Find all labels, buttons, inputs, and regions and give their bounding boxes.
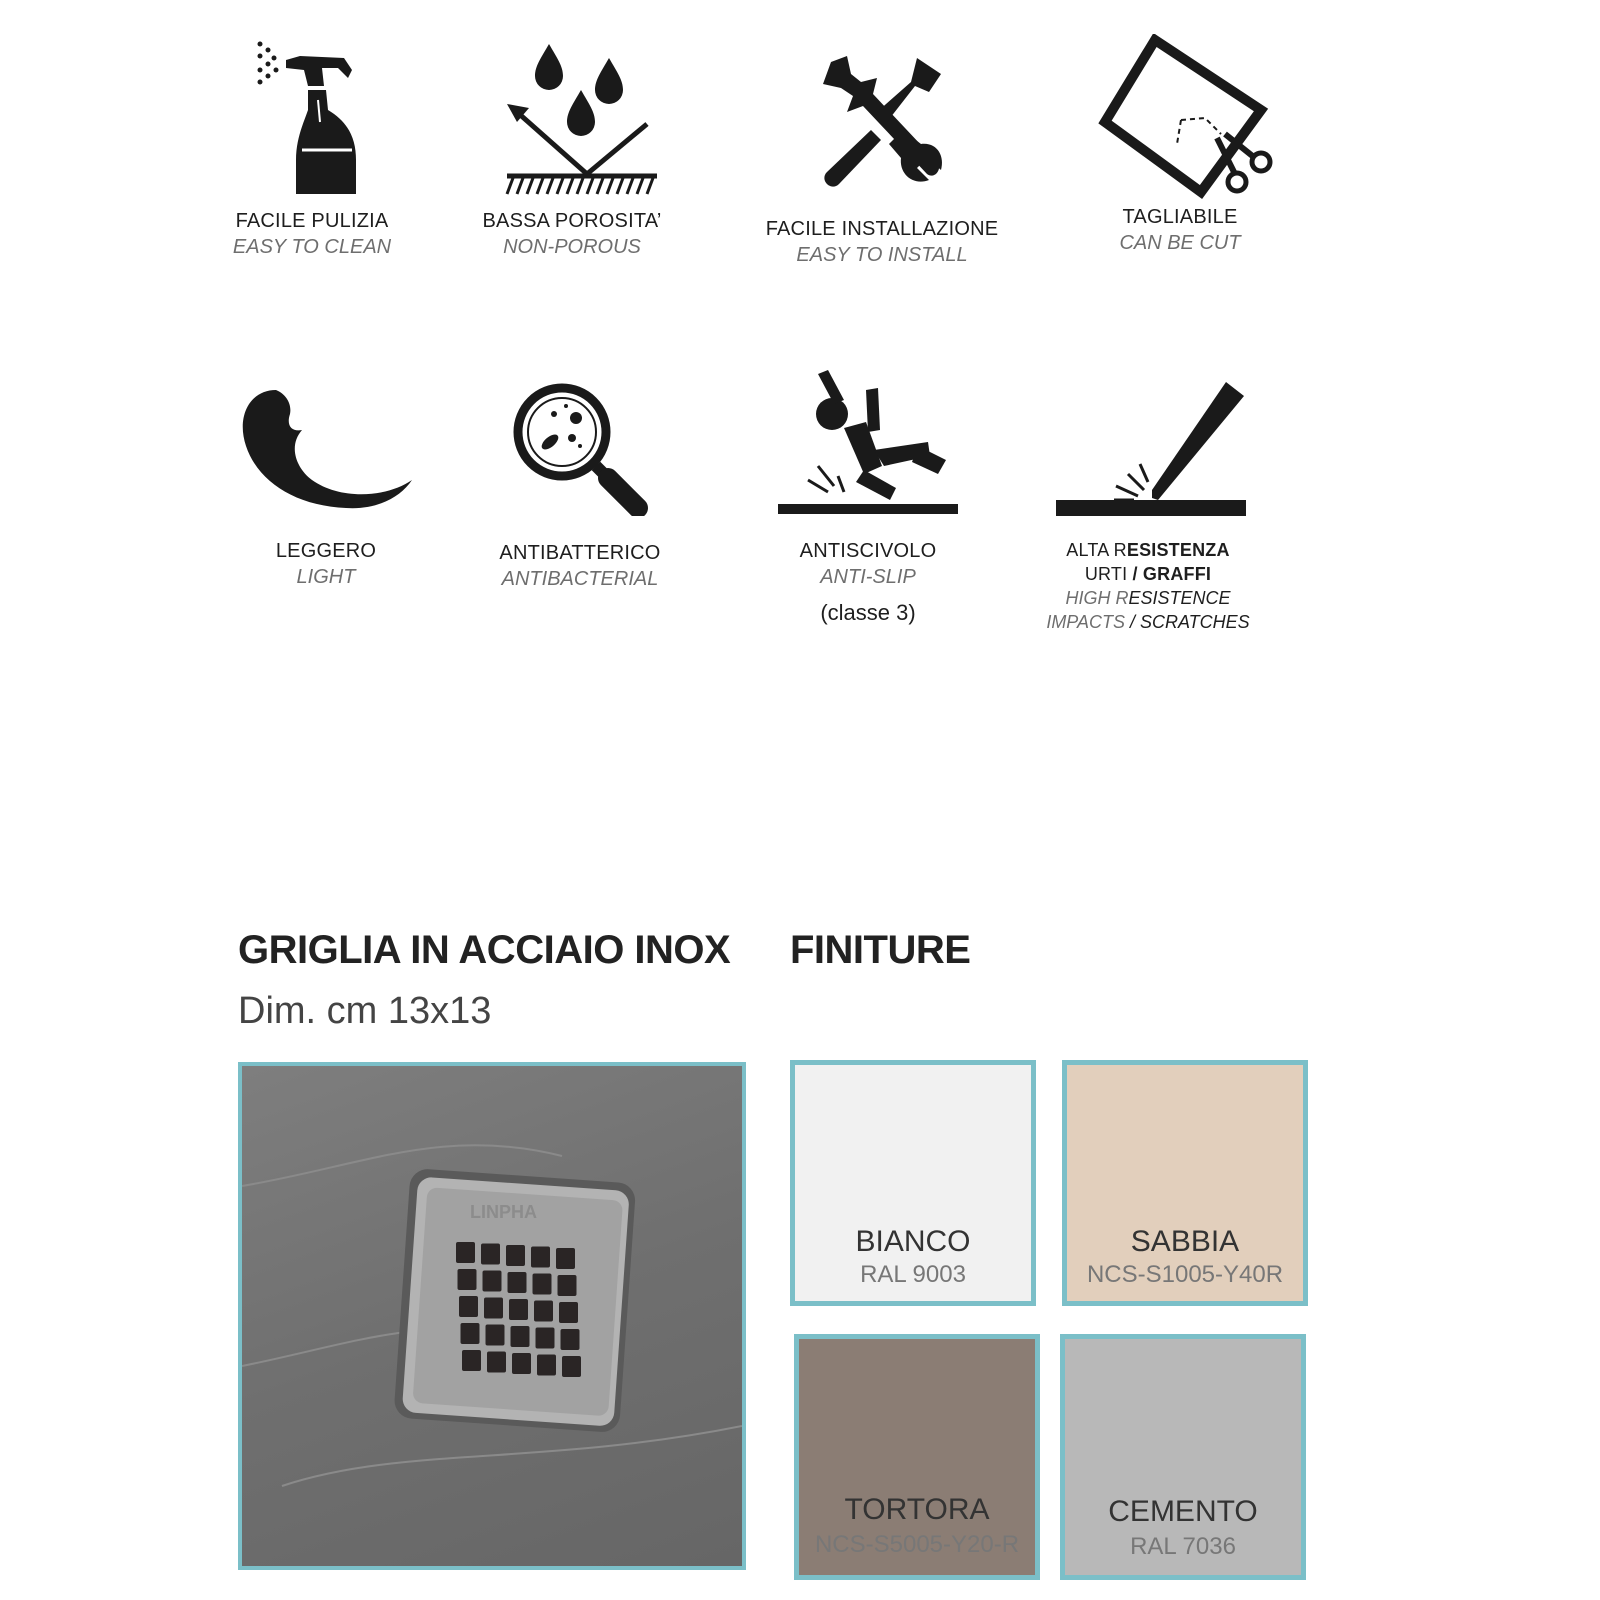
grate-hole: [481, 1244, 500, 1265]
label-class: (classe 3): [820, 600, 916, 625]
swatch-name: SABBIA: [1130, 1225, 1240, 1258]
scissors-cut-icon: [1085, 34, 1275, 204]
swatch-code: NCS-S5005-Y20-R: [814, 1531, 1020, 1558]
scratch-pen-icon: [1048, 382, 1248, 518]
label-en-line1: HIGH RESISTENCE: [1065, 588, 1231, 608]
feature-antibacterial: [460, 376, 700, 592]
swatch-cemento[interactable]: [1060, 1334, 1306, 1580]
water-drops-icon: [487, 38, 657, 198]
swatch-code: NCS-S1005-Y40R: [1086, 1261, 1284, 1288]
grid-dimensions: Dim. cm 13x13: [238, 990, 492, 1032]
drain-photo: [238, 1062, 746, 1570]
label-it: ANTIBATTERICO: [499, 542, 661, 564]
label-en: ANTIBACTERIAL: [501, 568, 659, 590]
feature-easy-install: [762, 52, 1002, 268]
grate-hole: [561, 1329, 580, 1350]
label-en: NON-POROUS: [503, 236, 641, 258]
grate-hole: [558, 1275, 577, 1296]
grate-hole: [534, 1301, 553, 1322]
tools-icon: [817, 52, 947, 192]
grate-hole: [556, 1248, 575, 1269]
grate-hole: [487, 1352, 506, 1373]
label-en-line2: IMPACTS / SCRATCHES: [1046, 612, 1250, 632]
grate-hole: [456, 1242, 475, 1263]
label-it: LEGGERO: [275, 540, 377, 562]
label-it: TAGLIABILE: [1122, 206, 1238, 228]
grate-hole: [559, 1302, 578, 1323]
grate-hole: [509, 1299, 528, 1320]
grate-hole: [536, 1328, 555, 1349]
grate-hole: [458, 1269, 477, 1290]
grate-hole: [484, 1298, 503, 1319]
label-en: EASY TO INSTALL: [796, 244, 968, 266]
swatch-code: RAL 9003: [860, 1261, 966, 1288]
label-en: EASY TO CLEAN: [232, 236, 392, 258]
feature-anti-slip: [748, 370, 988, 626]
feather-icon: [236, 386, 416, 516]
swatch-name: TORTORA: [844, 1493, 990, 1526]
swatch-sabbia[interactable]: [1062, 1060, 1308, 1306]
label-it-line2: URTI / GRAFFI: [1084, 564, 1212, 584]
swatch-code: RAL 7036: [1130, 1533, 1236, 1560]
swatch-name: BIANCO: [855, 1225, 971, 1258]
grate-hole: [512, 1353, 531, 1374]
feature-high-resistance: [1028, 382, 1268, 634]
grate-hole: [508, 1272, 527, 1293]
grate-hole: [531, 1247, 550, 1268]
grate-hole: [461, 1323, 480, 1344]
grate-hole: [483, 1271, 502, 1292]
grate-hole: [486, 1325, 505, 1346]
grid-title: GRIGLIA IN ACCIAIO INOX: [238, 928, 731, 972]
finiture-title: FINITURE: [790, 928, 971, 972]
feature-can-be-cut: [1060, 34, 1300, 256]
label-it-line1: ALTA RESISTENZA: [1066, 540, 1230, 560]
drain-grate-icon: [242, 1066, 742, 1566]
grate-hole: [533, 1274, 552, 1295]
label-it: FACILE INSTALLAZIONE: [765, 218, 999, 240]
feature-light: [206, 386, 446, 590]
grate-hole: [562, 1356, 581, 1377]
grate-hole: [537, 1355, 556, 1376]
grate-hole: [506, 1245, 525, 1266]
swatch-bianco[interactable]: [790, 1060, 1036, 1306]
label-en: LIGHT: [296, 566, 356, 588]
feature-easy-clean: [192, 38, 432, 260]
swatch-tortora[interactable]: [794, 1334, 1040, 1580]
label-en: ANTI-SLIP: [820, 566, 916, 588]
feature-non-porous: [452, 38, 692, 260]
spray-bottle-icon: [252, 38, 372, 198]
swatch-name: CEMENTO: [1108, 1495, 1258, 1528]
bacteria-magnifier-icon: [510, 376, 650, 516]
label-it: BASSA POROSITA’: [482, 210, 662, 232]
slipping-person-icon: [778, 370, 958, 520]
label-en: CAN BE CUT: [1119, 232, 1241, 254]
grate-hole: [462, 1350, 481, 1371]
grate-hole: [459, 1296, 478, 1317]
label-it: FACILE PULIZIA: [235, 210, 389, 232]
drain-brand-text: LINPHA: [470, 1202, 537, 1222]
grate-hole: [511, 1326, 530, 1347]
label-it: ANTISCIVOLO: [799, 540, 937, 562]
